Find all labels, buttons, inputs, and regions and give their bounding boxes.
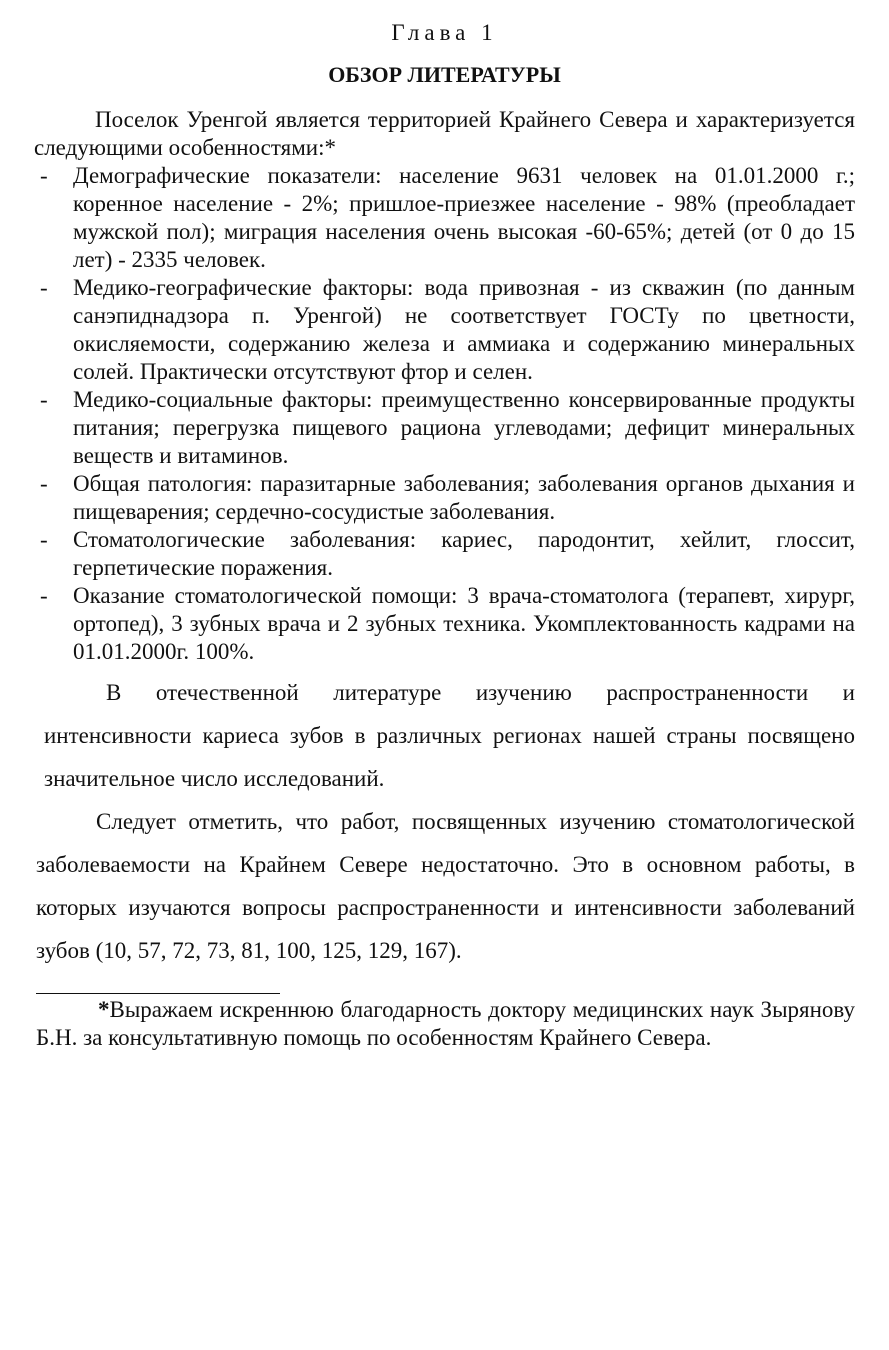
list-item-text: Стоматологические заболевания: кариес, пародонтит, хейлит, глоссит, герпетические поражения. (73, 527, 855, 580)
footnote (36, 996, 855, 1052)
list-item-text: Медико-географические факторы: вода привозная - из скважин (по данным санэпиднадзора п. Уренгой) не соответствует ГОСТу по цветности, окисляемости, содержанию железа и аммиака и содержанию минеральных солей. Практически отсутствуют фтор и селен. (73, 275, 855, 384)
list-dash: - (40, 583, 48, 608)
list-dash: - (40, 527, 48, 552)
list-item (34, 162, 855, 274)
list-item (34, 526, 855, 582)
section-title: ОБЗОР ЛИТЕРАТУРЫ (328, 62, 561, 87)
list-item-text: Демографические показатели: население 9631 человек на 01.01.2000 г.; коренное население - 2%; пришлое-приезжее население - 98% (преобладает мужской пол); миграция населения очень высокая -60-65%; детей (от 0 до 15 лет) - 2335 человек. (73, 163, 855, 272)
list-item-text: Оказание стоматологической помощи: 3 врача-стоматолога (терапевт, хирург, ортопед), 3 зубных врача и 2 зубных техника. Укомплектованность кадрами на 01.01.2000г. 100%. (73, 583, 855, 664)
list-item (34, 274, 855, 386)
list-dash: - (40, 163, 48, 188)
literature-paragraph: В отечественной литературе изучению распространенности и интенсивности кариеса зубов в различных регионах нашей страны посвящено значительное число исследований. (44, 680, 855, 791)
footnote-text: Выражаем искреннюю благодарность доктору медицинских наук Зырянову Б.Н. за консультативную помощь по особенностям Крайнего Севера. (36, 997, 855, 1050)
list-dash: - (40, 387, 48, 412)
footnote-divider (36, 993, 280, 994)
list-dash: - (40, 275, 48, 300)
north-studies-paragraph: Следует отметить, что работ, посвященных изучению стоматологической заболеваемости на Крайнем Севере недостаточно. Это в основном работы, в которых изучаются вопросы распространенности и интенсивности заболеваний зубов (10, 57, 72, 73, 81, 100, 125, 129, 167). (36, 809, 855, 963)
list-dash: - (40, 471, 48, 496)
list-item (34, 386, 855, 470)
intro-paragraph: Поселок Уренгой является территорией Крайнего Севера и характеризуется следующими особенностями:* (34, 107, 855, 160)
chapter-heading: Глава 1 (391, 20, 498, 45)
footnote-marker: * (98, 997, 110, 1022)
list-item (34, 582, 855, 666)
features-list (34, 162, 855, 666)
list-item-text: Медико-социальные факторы: преимущественно консервированные продукты питания; перегрузка пищевого рациона углеводами; дефицит минеральных веществ и витаминов. (73, 387, 855, 468)
list-item-text: Общая патология: паразитарные заболевания; заболевания органов дыхания и пищеварения; сердечно-сосудистые заболевания. (73, 471, 855, 524)
list-item (34, 470, 855, 526)
